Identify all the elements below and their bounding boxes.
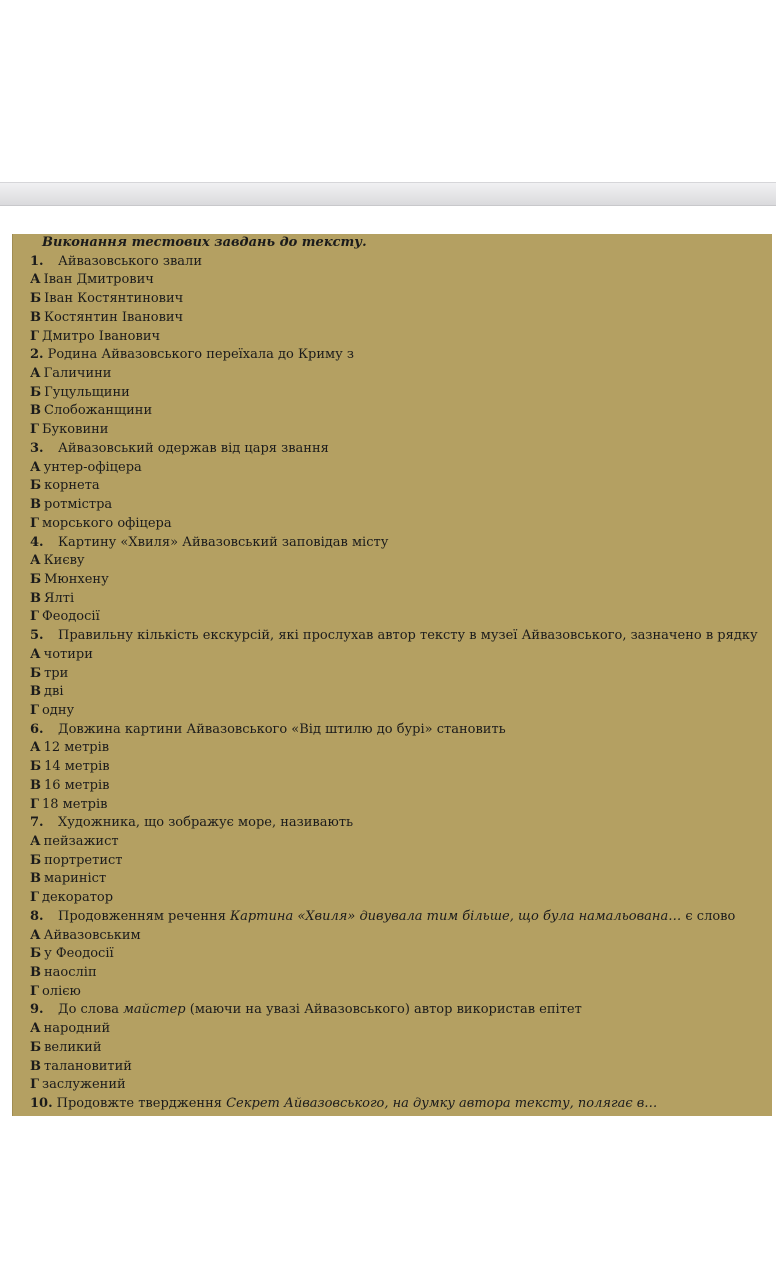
option-letter: Г [30, 515, 39, 531]
option-letter: Г [30, 422, 39, 438]
option-text: Дмитро Іванович [41, 328, 161, 344]
option-row [30, 1039, 766, 1058]
option-row [30, 927, 766, 946]
option-text: три [44, 665, 69, 681]
question-10 [30, 1095, 766, 1114]
option-text: 14 метрів [44, 759, 110, 775]
option-letter: В [30, 871, 41, 887]
question-text-pre: До слова [58, 1002, 119, 1018]
question-text: Правильну кількість екскурсій, які прослухав автор тексту в музеї Айвазовського, зазначено в рядку [58, 628, 758, 644]
question-9 [30, 1001, 766, 1020]
option-row [30, 384, 766, 403]
option-text: народний [43, 1021, 111, 1037]
option-text: заслужений [41, 1077, 126, 1093]
option-letter: А [30, 459, 41, 475]
question-7 [30, 814, 766, 833]
option-row [30, 365, 766, 384]
option-letter: Г [30, 890, 39, 906]
option-text: Буковини [41, 422, 109, 438]
question-number: 8. [30, 908, 44, 924]
question-4 [30, 534, 766, 553]
option-letter: А [30, 366, 41, 382]
option-letter: А [30, 927, 41, 943]
option-letter: Б [30, 852, 42, 868]
question-text-pre: Продовженням речення [58, 908, 226, 924]
question-8 [30, 908, 766, 927]
option-letter: Г [30, 1077, 39, 1093]
option-row [30, 328, 766, 347]
question-text-italic: майстер [123, 1002, 186, 1018]
option-text: Галичини [43, 366, 112, 382]
option-row [30, 983, 766, 1002]
option-row [30, 796, 766, 815]
divider [12, 234, 13, 1116]
option-row [30, 758, 766, 777]
option-row [30, 459, 766, 478]
question-text: Художника, що зображує море, називають [58, 815, 354, 831]
option-row [30, 833, 766, 852]
option-text: Слобожанщини [44, 403, 153, 419]
option-letter: А [30, 834, 41, 849]
option-row [30, 870, 766, 889]
option-text: Костянтин Іванович [44, 309, 184, 325]
question-text-post: (маючи на увазі Айвазовського) автор використав епітет [189, 1002, 582, 1018]
option-text: олією [41, 983, 81, 999]
question-3 [30, 440, 766, 459]
option-text: великий [44, 1039, 102, 1055]
option-row [30, 1076, 766, 1095]
option-letter: В [30, 965, 41, 981]
option-letter: Г [30, 702, 39, 718]
option-letter: Б [30, 291, 42, 307]
option-letter: Б [30, 759, 42, 775]
option-text: 16 метрів [44, 777, 110, 793]
option-text: ротмістра [44, 497, 113, 513]
option-text: 18 метрів [41, 796, 108, 812]
option-text: Іван Костянтинович [44, 291, 184, 307]
option-row [30, 477, 766, 496]
option-text: одну [41, 702, 75, 718]
option-text: Гуцульщини [44, 384, 130, 400]
question-text-pre: Продовжте твердження [56, 1096, 222, 1112]
option-letter: А [30, 646, 41, 662]
question-number: 7. [30, 815, 44, 831]
option-letter: В [30, 590, 41, 606]
option-letter: Г [30, 983, 39, 999]
option-letter: Г [30, 328, 39, 344]
question-text: Айвазовський одержав від царя звання [58, 440, 329, 456]
test-document [12, 234, 772, 1116]
option-text: морського офіцера [41, 515, 172, 531]
option-row [30, 702, 766, 721]
option-letter: А [30, 272, 41, 288]
question-text-post: є слово [685, 908, 736, 924]
option-row [30, 777, 766, 796]
option-row [30, 552, 766, 571]
option-row [30, 515, 766, 534]
question-text-italic: Картина «Хвиля» дивувала тим більше, що була намальована… [230, 908, 682, 924]
option-text: Мюнхену [44, 571, 109, 587]
page-title: Виконання тестових завдань до тексту. [42, 235, 367, 250]
option-text: корнета [44, 478, 100, 494]
question-number: 4. [30, 534, 44, 550]
question-number: 5. [30, 628, 44, 644]
question-number: 3. [30, 440, 44, 456]
option-text: пейзажист [43, 834, 119, 849]
option-row [30, 309, 766, 328]
option-letter: Б [30, 946, 42, 962]
option-letter: В [30, 309, 41, 325]
option-text: Іван Дмитрович [43, 272, 154, 288]
option-letter: В [30, 777, 41, 793]
option-row [30, 646, 766, 665]
option-letter: Б [30, 1039, 42, 1055]
option-row [30, 889, 766, 908]
browser-toolbar [0, 182, 776, 206]
option-row [30, 665, 766, 684]
option-row [30, 590, 766, 609]
option-text: мариніст [44, 871, 107, 887]
test-content [30, 234, 766, 1114]
question-number: 2. [30, 347, 44, 363]
option-row [30, 1020, 766, 1039]
option-letter: В [30, 403, 41, 419]
option-text: Ялті [44, 590, 75, 606]
question-number: 9. [30, 1002, 44, 1018]
question-6 [30, 721, 766, 740]
option-row [30, 852, 766, 871]
question-number: 1. [30, 253, 44, 269]
question-text: Довжина картини Айвазовського «Від штилю до бурі» становить [58, 721, 506, 737]
option-letter: Б [30, 571, 42, 587]
option-text: Айвазовським [43, 927, 141, 943]
option-row [30, 421, 766, 440]
option-text: чотири [43, 646, 93, 662]
option-text: у Феодосії [44, 946, 114, 962]
question-1 [30, 253, 766, 272]
option-letter: Б [30, 478, 42, 494]
question-2 [30, 346, 766, 365]
question-number: 10. [30, 1096, 53, 1112]
option-text: портретист [44, 852, 123, 868]
option-row [30, 739, 766, 758]
option-letter: А [30, 1021, 41, 1037]
question-text: Картину «Хвиля» Айвазовський заповідав місту [58, 534, 389, 550]
option-row [30, 1058, 766, 1077]
option-row [30, 608, 766, 627]
option-text: дві [44, 684, 64, 700]
question-5 [30, 627, 766, 646]
option-row [30, 683, 766, 702]
question-text: Родина Айвазовського переїхала до Криму з [47, 347, 355, 363]
option-letter: Г [30, 609, 39, 625]
option-text: Києву [43, 553, 85, 569]
option-letter: Б [30, 665, 42, 681]
option-row [30, 271, 766, 290]
option-letter: А [30, 740, 41, 756]
option-letter: Б [30, 384, 42, 400]
option-row [30, 964, 766, 983]
option-letter: В [30, 684, 41, 700]
option-text: Феодосії [41, 609, 100, 625]
option-text: талановитий [44, 1058, 132, 1074]
option-text: наосліп [44, 965, 97, 981]
option-row [30, 402, 766, 421]
option-text: 12 метрів [43, 740, 110, 756]
question-text: Айвазовського звали [58, 253, 202, 269]
option-row [30, 290, 766, 309]
option-row [30, 496, 766, 515]
option-letter: В [30, 1058, 41, 1074]
option-text: унтер-офіцера [43, 459, 142, 475]
option-letter: Г [30, 796, 39, 812]
question-text-italic: Секрет Айвазовського, на думку автора тексту, полягає в… [226, 1096, 658, 1112]
option-row [30, 945, 766, 964]
option-row [30, 571, 766, 590]
option-text: декоратор [41, 890, 114, 906]
question-number: 6. [30, 721, 44, 737]
option-letter: А [30, 553, 41, 569]
option-letter: В [30, 497, 41, 513]
